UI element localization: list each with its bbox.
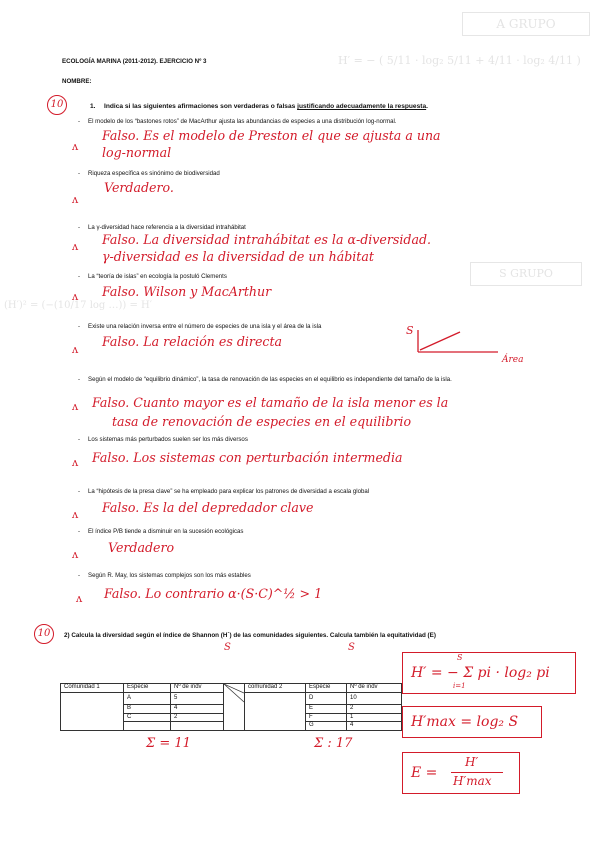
shannon-formula-box (402, 652, 576, 694)
table-separator-cell (224, 684, 245, 731)
answer-6-line-2: tasa de renovación de especies en el equilibrio (112, 414, 412, 429)
margin-tick-8: ʌ (72, 508, 79, 521)
question1-prompt-text: Indica si las siguientes afirmaciones son verdaderas o falsas (104, 103, 298, 110)
statement-3: - La γ-diversidad hace referencia a la diversidad intrahábitat (78, 224, 246, 231)
table-cell-community2 (245, 692, 306, 730)
margin-tick-3: ʌ (72, 240, 79, 253)
table-cell: E (306, 705, 347, 714)
graph-x-label: Área (502, 355, 524, 364)
statement-8-text: La “hipótesis de la presa clave” se ha empleado para explicar los patrones de diversidad a escala global (88, 488, 370, 495)
margin-tick-9: ʌ (72, 548, 79, 561)
table-cell: 1 (347, 713, 402, 722)
table-cell: 2 (171, 713, 224, 722)
shannon-sum-upper: S (457, 653, 463, 662)
table-cell (171, 722, 224, 731)
score-circle-q1: 10 (47, 95, 67, 115)
table-cell-community1 (61, 692, 124, 730)
shannon-formula: H′ = − Σ pi · log₂ pi (411, 665, 550, 681)
question1-number: 1. (90, 103, 96, 110)
answer-10-line-1: Falso. Lo contrario α·(S·C)^½ > 1 (104, 586, 323, 601)
answer-8-line-1: Falso. Es la del depredador clave (102, 500, 314, 515)
score-circle-q2: 10 (34, 624, 54, 644)
statement-1-text: El modelo de los “bastones rotos” de MacArthur ajusta las abundancias de especies a una distribución log-normal. (88, 118, 397, 125)
hmax-formula: H′max = log₂ S (411, 714, 519, 730)
table-cell: D (306, 692, 347, 705)
separator-diagonals (224, 684, 244, 730)
table-header: Nº de indv (171, 684, 224, 693)
statement-5-text: Existe una relación inversa entre el número de especies de una isla y el área de la isla (88, 323, 322, 330)
table-cell: B (124, 705, 171, 714)
ghost-box-mid-right: S GRUPO (470, 262, 582, 286)
margin-tick-4: ʌ (72, 290, 79, 303)
ghost-formula-top: H′ = − ( 5/11 · log₂ 5/11 + 4/11 · log₂ 4/11 ) (338, 54, 581, 67)
statement-9: - El índice P/B tiende a disminuir en la sucesión ecológicas (78, 528, 244, 535)
table-header: Especie (306, 684, 347, 693)
question1-prompt-end: . (426, 103, 428, 110)
sum-community2: Σ : 17 (314, 736, 353, 751)
table-cell: 4 (347, 722, 402, 731)
statement-6: - Según el modelo de “equilibrio dinámico”, la tasa de renovación de las especies en el equilibrio es independiente del tamaño de la isla. (78, 376, 452, 383)
margin-tick-1: ʌ (72, 140, 79, 153)
table-cell: 5 (171, 692, 224, 705)
table-header: Especie (124, 684, 171, 693)
answer-2-line-1: Verdadero. (104, 180, 174, 195)
statement-10-text: Según R. May, los sistemas complejos son los más estables (88, 572, 251, 579)
statement-7: - Los sistemas más perturbados suelen ser los más diversos (78, 436, 248, 443)
answer-3-line-2: γ-diversidad es la diversidad de un hábitat (102, 249, 374, 264)
question2-prompt: 2) Calcula la diversidad según el índice de Shannon (H´) de las comunidades siguientes. Calcula también la equitatividad (E) (64, 632, 436, 639)
statement-10: - Según R. May, los sistemas complejos son los más estables (78, 572, 251, 579)
statement-2-text: Riqueza específica es sinónimo de biodiversidad (88, 170, 220, 177)
graph-y-label: S (406, 324, 414, 337)
margin-tick-2: ʌ (72, 193, 79, 206)
answer-7-line-1: Falso. Los sistemas con perturbación intermedia (92, 450, 403, 465)
table-header: Nº de indv (347, 684, 402, 693)
communities-table (60, 683, 402, 731)
answer-1-line-2: log-normal (102, 145, 172, 160)
table-cell: 2 (347, 705, 402, 714)
graph-curve (420, 332, 460, 350)
margin-tick-6: ʌ (72, 400, 79, 413)
e-numerator: H′ (465, 755, 479, 769)
statement-8: - La “hipótesis de la presa clave” se ha empleado para explicar los patrones de diversidad a escala global (78, 488, 370, 495)
table-cell (124, 722, 171, 731)
equitability-formula-box (402, 752, 520, 794)
answer-5-line-1: Falso. La relación es directa (102, 334, 283, 349)
statement-2: - Riqueza específica es sinónimo de biodiversidad (78, 170, 220, 177)
statement-5: - Existe una relación inversa entre el número de especies de una isla y el área de la isla (78, 323, 322, 330)
species-area-graph (398, 318, 538, 364)
statement-6-text: Según el modelo de “equilibrio dinámico”, la tasa de renovación de las especies en el equilibrio es independiente del tamaño de la isla. (88, 376, 452, 383)
e-lhs: E = (411, 765, 438, 781)
s-mark-2: S (348, 642, 355, 653)
statement-9-text: El índice P/B tiende a disminuir en la sucesión ecológicas (88, 528, 244, 535)
hmax-formula-box (402, 706, 542, 738)
shannon-sum-lower: i=1 (453, 682, 466, 690)
answer-1-line-1: Falso. Es el modelo de Preston el que se ajusta a una (102, 128, 441, 143)
margin-tick-7: ʌ (72, 456, 79, 469)
answer-4-line-1: Falso. Wilson y MacArthur (102, 284, 272, 299)
statement-1: - El modelo de los “bastones rotos” de MacArthur ajusta las abundancias de especies a una distribución log-normal. (78, 118, 397, 125)
answer-9-line-1: Verdadero (108, 540, 175, 555)
question1-prompt-underlined: justificando adecuadamente la respuesta (297, 103, 427, 110)
answer-6-line-1: Falso. Cuanto mayor es el tamaño de la isla menor es la (92, 395, 449, 410)
ghost-box-top-right: A GRUPO (462, 12, 590, 36)
table-cell: F (306, 713, 347, 722)
statement-3-text: La γ-diversidad hace referencia a la diversidad intrahábitat (88, 224, 246, 231)
question1-prompt (90, 103, 428, 110)
table-cell: G (306, 722, 347, 731)
answer-3-line-1: Falso. La diversidad intrahábitat es la α-diversidad. (102, 232, 432, 247)
margin-tick-10: ʌ (76, 592, 83, 605)
e-fraction-bar (451, 772, 503, 773)
statement-4: - La “teoría de islas” en ecología la postuló Clements (78, 273, 227, 280)
margin-tick-5: ʌ (72, 343, 79, 356)
table-header: Comunidad 1 (61, 684, 124, 693)
ghost-formula-left: (H′)² = (−(10/17 log …)) = H′ (4, 300, 153, 311)
table-header: comunidad 2 (245, 684, 306, 693)
table-cell: 4 (171, 705, 224, 714)
table-header-row (61, 684, 402, 693)
s-mark-1: S (224, 642, 231, 653)
table-cell: A (124, 692, 171, 705)
table-cell: 10 (347, 692, 402, 705)
name-label: NOMBRE: (62, 78, 92, 85)
statement-4-text: La “teoría de islas” en ecología la postuló Clements (88, 273, 227, 280)
sum-community1: Σ = 11 (146, 736, 191, 751)
table-cell: C (124, 713, 171, 722)
statement-7-text: Los sistemas más perturbados suelen ser los más diversos (88, 436, 248, 443)
e-denominator: H′max (453, 774, 492, 788)
exam-title: ECOLOGÍA MARINA (2011-2012). EJERCICIO Nº 3 (62, 58, 207, 65)
